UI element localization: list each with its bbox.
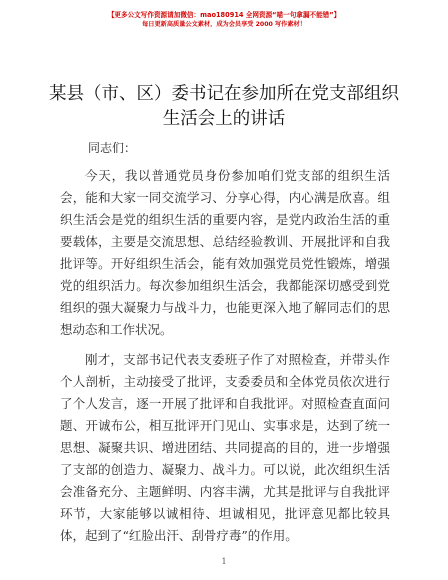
- paragraph-1: 今天，我以普通党员身份参加咱们党支部的组织生活会，能和大家一同交流学习、分享心得，内心满是欣喜。组织生活会是党的组织生活的重要内容，是党内政治生活的重要载体，主要是交流思想、总结经验教训、开展批评和自我批评等。开好组织生活会，能有效加强党员党性锻炼，增强党的组织活力。每次参加组织生活会，我都能深切感受到党组织的强大凝聚力与战斗力，也能更深入地了解同志们的思想动态和工作状况。: [60, 168, 390, 337]
- document-title-line1: 某县（市、区）委书记在参加所在党支部组织: [49, 84, 399, 104]
- promo-banner-line2: 每日更新高质量公文素材，成为会员享受 2000 写作素材！: [142, 21, 306, 28]
- paragraph-2: 刚才，支部书记代表支委班子作了对照检查，并带头作个人剖析，主动接受了批评，支委委员和全体党员依次进行了个人发言，逐一开展了批评和自我批评。对照检查直面问题、开诚布公，相互批评开门见山、实事求是，达到了统一思想、凝聚共识、增进团结、共同提高的目的，进一步增强了支部的创造力、凝聚力、战斗力。可以说，此次组织生活会准备充分、主题鲜明、内容丰满，尤其是批评与自我批评环节，大家能够以诚相待、坦诚相见，批评意见都比较具体，起到了“红脸出汗、刮骨疗毒”的作用。: [60, 352, 390, 543]
- page-number: 1: [221, 557, 227, 566]
- document-title-line2: 生活会上的讲话: [162, 109, 286, 129]
- salutation: 同志们：: [88, 141, 137, 155]
- document-body: [60, 137, 390, 555]
- promo-banner: [0, 10, 448, 30]
- document-title: [40, 82, 408, 132]
- promo-banner-line1: 【更多公文写作资源请加微信：mao180914 全网资源“喵一句拿漏不能错”】: [107, 11, 341, 19]
